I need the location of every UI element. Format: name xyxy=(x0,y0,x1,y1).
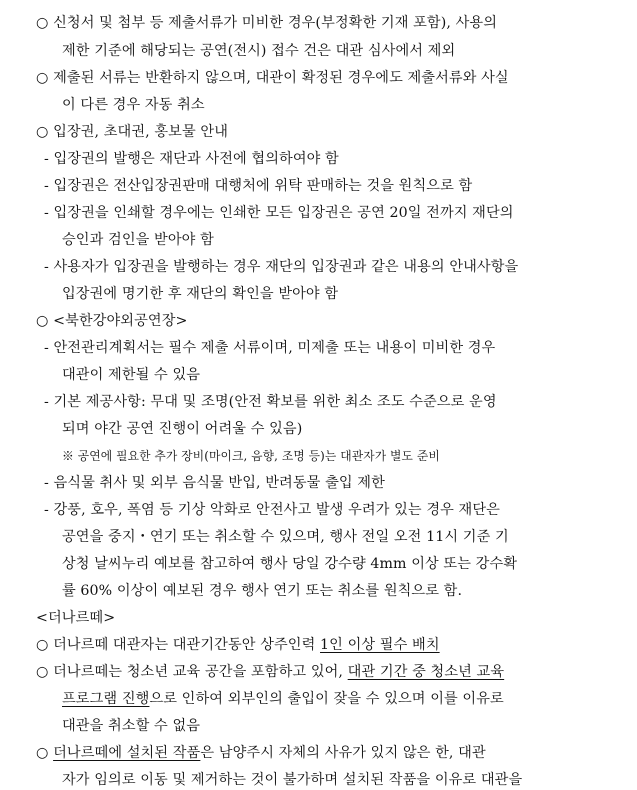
text-run: ○ 더나르떼 대관자는 대관기간동안 상주인력 xyxy=(36,637,321,653)
text-line: - 사용자가 입장권을 발행하는 경우 재단의 입장권과 같은 내용의 안내사항을 xyxy=(44,259,519,275)
text-run: 으로 인하여 외부인의 출입이 잦을 수 있으며 이를 이유로 xyxy=(149,691,504,707)
text-line: - 입장권을 인쇄할 경우에는 인쇄한 모든 입장권은 공연 20일 전까지 재단의 xyxy=(44,205,514,221)
text-line: - 입장권의 발행은 재단과 사전에 협의하여야 함 xyxy=(44,151,339,167)
text-line: 입장권에 명기한 후 재단의 확인을 받아야 함 xyxy=(62,286,339,302)
text-line: 공연을 중지・연기 또는 취소할 수 있으며, 행사 전일 오전 11시 기준 기 xyxy=(62,529,509,545)
underlined-text: 1인 이상 필수 배치 xyxy=(320,637,440,653)
text-run: 은 남양주시 자체의 사유가 있지 않은 한, 대관 xyxy=(200,745,486,761)
note-line: ※ 공연에 필요한 추가 장비(마이크, 음향, 조명 등)는 대관자가 별도 준비 xyxy=(62,449,440,463)
text-line: - 안전관리계획서는 필수 제출 서류이며, 미제출 또는 내용이 미비한 경우 xyxy=(44,340,496,356)
text-line: 률 60% 이상이 예보된 경우 행사 연기 또는 취소를 원칙으로 함. xyxy=(62,583,463,599)
text-line: - 강풍, 호우, 폭염 등 기상 악화로 안전사고 발생 우려가 있는 경우 재단은 xyxy=(44,502,500,518)
text-line: 대관을 취소할 수 없음 xyxy=(62,718,201,734)
text-line: ○ 신청서 및 첨부 등 제출서류가 미비한 경우(부정확한 기재 포함), 사용의 xyxy=(36,15,498,31)
text-line xyxy=(62,689,504,709)
text-line: - 입장권은 전산입장권판매 대행처에 위탁 판매하는 것을 원칙으로 함 xyxy=(44,178,473,194)
text-line: 상청 날씨누리 예보를 참고하여 행사 당일 강수량 4mm 이상 또는 강수확 xyxy=(62,556,518,572)
section-heading: <더나르떼> xyxy=(36,610,116,626)
text-line: 되며 야간 공연 진행이 어려울 수 있음) xyxy=(62,421,303,437)
text-line: ○ 제출된 서류는 반환하지 않으며, 대관이 확정된 경우에도 제출서류와 사실 xyxy=(36,70,509,86)
text-line: 제한 기준에 해당되는 공연(전시) 접수 건은 대관 심사에서 제외 xyxy=(62,43,456,59)
underlined-text: 더나르떼에 설치된 작품 xyxy=(53,745,201,761)
text-line: 승인과 검인을 받아야 함 xyxy=(62,232,214,248)
text-line xyxy=(36,635,440,655)
text-line: 이 다른 경우 자동 취소 xyxy=(62,97,205,113)
underlined-text: 대관 기간 중 청소년 교육 xyxy=(347,664,505,680)
text-line: - 음식물 취사 및 외부 음식물 반입, 반려동물 출입 제한 xyxy=(44,475,385,491)
section-heading: ○ <북한강야외공연장> xyxy=(36,313,188,329)
text-run: ○ 더나르떼는 청소년 교육 공간을 포함하고 있어, xyxy=(36,664,348,680)
text-run: ○ xyxy=(36,745,54,761)
text-line: 대관이 제한될 수 있음 xyxy=(62,367,201,383)
underlined-text: 프로그램 진행 xyxy=(62,691,150,707)
text-line: - 기본 제공사항: 무대 및 조명(안전 확보를 위한 최소 조도 수준으로 운영 xyxy=(44,394,497,410)
text-line xyxy=(36,662,504,682)
text-line xyxy=(36,743,486,763)
text-line: ○ 입장권, 초대권, 홍보물 안내 xyxy=(36,124,228,140)
text-line: 자가 임의로 이동 및 제거하는 것이 불가하며 설치된 작품을 이유로 대관을 xyxy=(62,772,523,788)
